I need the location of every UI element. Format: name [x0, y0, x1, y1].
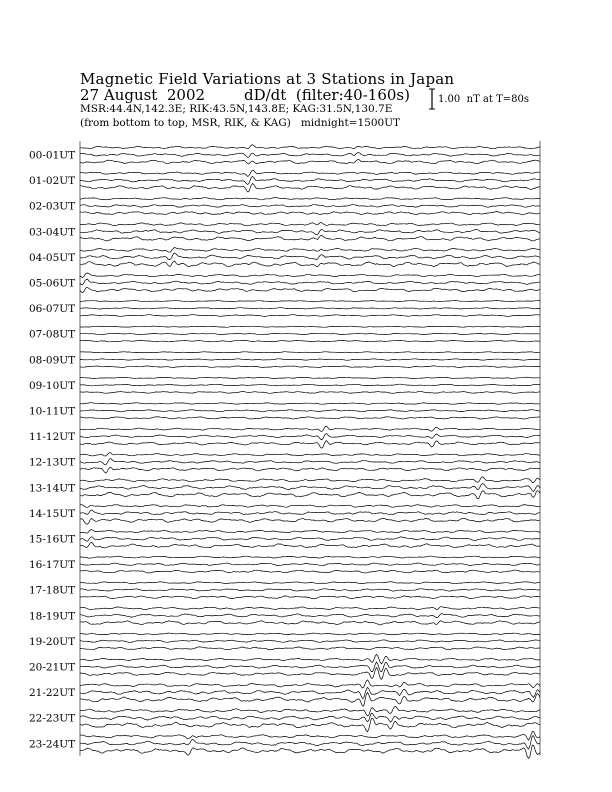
trace-kag: [80, 732, 540, 741]
hour-row: [29, 377, 540, 393]
trace-kag: [80, 530, 540, 534]
trace-msr: [80, 315, 540, 317]
trace-rik: [80, 614, 540, 618]
trace-kag: [80, 326, 540, 327]
trace-msr: [80, 692, 540, 706]
hour-row: [29, 352, 540, 368]
trace-rik: [80, 459, 540, 465]
trace-msr: [80, 668, 540, 680]
trace-kag: [80, 301, 540, 302]
trace-msr: [80, 647, 540, 650]
hour-label: 11-12UT: [29, 431, 76, 444]
hour-row: [29, 633, 540, 650]
hour-row: [29, 301, 540, 317]
hour-label: 15-16UT: [29, 533, 76, 546]
trace-rik: [80, 662, 540, 672]
trace-kag: [80, 352, 540, 353]
trace-rik: [80, 410, 540, 412]
hour-row: [29, 477, 540, 499]
trace-rik: [80, 434, 540, 440]
hour-row: [29, 654, 540, 679]
trace-rik: [80, 153, 540, 158]
trace-kag: [80, 633, 540, 635]
trace-msr: [80, 441, 540, 449]
trace-kag: [80, 706, 540, 716]
hour-label: 14-15UT: [29, 507, 76, 520]
trace-rik: [80, 563, 540, 566]
hour-row: [29, 530, 540, 548]
trace-kag: [80, 145, 540, 149]
trace-msr: [80, 340, 540, 342]
chart-date: 27 August 2002: [80, 86, 206, 104]
hour-label: 09-10UT: [29, 379, 76, 392]
hour-label: 20-21UT: [29, 661, 76, 674]
trace-rik: [80, 713, 540, 722]
trace-msr: [80, 287, 540, 293]
trace-kag: [80, 247, 540, 252]
trace-msr: [80, 212, 540, 215]
hour-row: [29, 273, 540, 293]
trace-rik: [80, 589, 540, 592]
trace-kag: [80, 505, 540, 508]
trace-kag: [80, 223, 540, 226]
trace-kag: [80, 453, 540, 456]
hour-label: 02-03UT: [29, 200, 76, 213]
trace-msr: [80, 542, 540, 548]
trace-rik: [80, 687, 540, 698]
trace-msr: [80, 596, 540, 599]
trace-kag: [80, 377, 540, 378]
trace-msr: [80, 235, 540, 241]
trace-msr: [80, 718, 540, 732]
hour-row: [29, 403, 540, 419]
trace-msr: [80, 467, 540, 473]
hour-row: [29, 505, 540, 525]
hour-row: [29, 453, 540, 474]
hour-label: 12-13UT: [29, 456, 76, 469]
hour-label: 19-20UT: [29, 635, 76, 648]
trace-kag: [80, 403, 540, 405]
hour-row: [29, 680, 540, 706]
hour-row: [29, 326, 540, 342]
hour-label: 18-19UT: [29, 610, 76, 623]
trace-rik: [80, 640, 540, 643]
trace-kag: [80, 477, 540, 483]
trace-msr: [80, 159, 540, 164]
hour-row: [29, 556, 540, 573]
trace-msr: [80, 392, 540, 394]
trace-kag: [80, 273, 540, 278]
trace-msr: [80, 184, 540, 192]
trace-msr: [80, 366, 540, 368]
hour-label: 16-17UT: [29, 559, 76, 572]
trace-msr: [80, 261, 540, 267]
hour-label: 00-01UT: [29, 149, 76, 162]
hour-label: 04-05UT: [29, 251, 76, 264]
trace-kag: [80, 556, 540, 558]
chart-filter-info: dD/dt (filter:40-160s): [244, 86, 410, 104]
trace-msr: [80, 621, 540, 625]
hour-row: [29, 732, 540, 759]
hour-label: 10-11UT: [29, 405, 76, 418]
hour-label: 01-02UT: [29, 175, 76, 188]
hour-row: [29, 426, 540, 448]
hour-row: [29, 607, 540, 625]
trace-rik: [80, 205, 540, 208]
trace-rik: [80, 333, 540, 334]
trace-msr: [80, 417, 540, 419]
trace-msr: [80, 518, 540, 524]
trace-kag: [80, 198, 540, 200]
trace-rik: [80, 537, 540, 541]
hour-label: 13-14UT: [29, 482, 76, 495]
trace-rik: [80, 253, 540, 260]
hour-label: 07-08UT: [29, 328, 76, 341]
trace-rik: [80, 483, 540, 491]
hour-label: 08-09UT: [29, 354, 76, 367]
trace-rik: [80, 279, 540, 284]
station-order-note: (from bottom to top, MSR, RIK, & KAG) midnight=1500UT: [80, 117, 401, 129]
trace-msr: [80, 570, 540, 573]
hour-label: 22-23UT: [29, 712, 76, 725]
hour-row: [29, 170, 540, 192]
trace-rik: [80, 177, 540, 185]
trace-msr: [80, 491, 540, 499]
scale-label: 1.00 nT at T=80s: [438, 94, 529, 105]
trace-msr: [80, 745, 540, 758]
hour-row: [29, 582, 540, 599]
hour-label: 05-06UT: [29, 277, 76, 290]
hour-row: [29, 706, 540, 731]
hour-label: 23-24UT: [29, 738, 76, 751]
trace-kag: [80, 426, 540, 432]
hour-label: 06-07UT: [29, 303, 76, 316]
trace-kag: [80, 680, 540, 688]
hour-label: 21-22UT: [29, 687, 76, 700]
hour-label: 03-04UT: [29, 226, 76, 239]
trace-rik: [80, 359, 540, 361]
trace-rik: [80, 230, 540, 235]
hour-row: [29, 223, 540, 242]
station-coordinates: MSR:44.4N,142.3E; RIK:43.5N,143.8E; KAG:31.5N,130.7E: [80, 103, 393, 115]
trace-rik: [80, 308, 540, 309]
trace-kag: [80, 582, 540, 584]
chart-title: Magnetic Field Variations at 3 Stations in Japan: [80, 70, 455, 88]
trace-kag: [80, 654, 540, 663]
trace-kag: [80, 607, 540, 610]
trace-kag: [80, 170, 540, 176]
hour-row: [29, 145, 540, 164]
trace-rik: [80, 384, 540, 386]
hour-row: [29, 247, 540, 266]
hour-row: [29, 198, 540, 215]
hour-label: 17-18UT: [29, 584, 76, 597]
trace-rik: [80, 510, 540, 515]
